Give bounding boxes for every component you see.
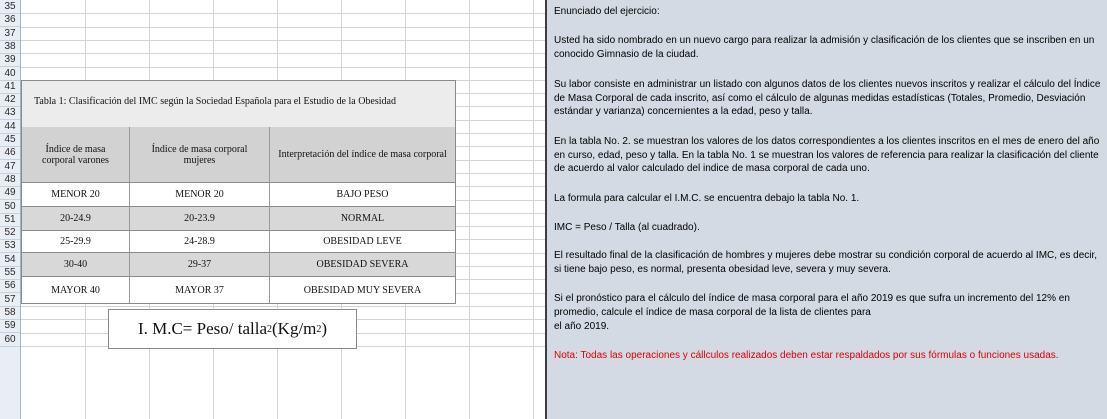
row-number[interactable]: 46 [0,147,20,160]
column-gridline [469,0,470,419]
row-number[interactable]: 57 [0,294,20,307]
paragraph-6: El resultado final de la clasificación de hombres y mujeres debe mostrar su condición corporal de acuerdo al IMC, es decir, si tiene bajo peso, es normal, presenta obesidad leve, severa y muy severa. [554,250,1098,275]
table-cell: 25-29.9 [22,231,130,253]
row-number[interactable]: 49 [0,187,20,200]
paragraph-1: Usted ha sido nombrado en un nuevo cargo para realizar la admisión y clasificación de los clientes que se inscriben en un conocido Gimnasio de la ciudad. [554,35,1095,60]
row-number[interactable]: 44 [0,121,20,134]
table-cell: NORMAL [270,207,455,231]
row-number[interactable]: 35 [0,1,20,14]
note-text: Nota: Todas las operaciones y cállculos realizados deben estar respaldados por sus fórmulas o funciones usadas. [554,350,1059,361]
table-caption-bar [22,81,455,128]
row-number[interactable]: 50 [0,201,20,214]
row-number[interactable]: 39 [0,54,20,67]
paragraph-7-end: el año 2019. [554,321,610,332]
table-cell: MENOR 20 [22,183,130,207]
spreadsheet-area[interactable] [0,0,545,419]
row-gridline [21,306,545,307]
row-gridline [21,27,545,28]
table-cell: MENOR 20 [130,183,270,207]
row-number[interactable]: 52 [0,227,20,240]
paragraph-7: Si el pronóstico para el cálculo del índice de masa corporal para el año 2019 es que sufra un incremento del 12% en promedio, calcule el índice de masa corporal de la lista de clientes para [554,293,1070,318]
row-gridline [21,53,545,54]
row-number[interactable]: 56 [0,280,20,293]
row-number[interactable]: 43 [0,107,20,120]
row-number[interactable]: 36 [0,14,20,27]
header-men: Índice de masa corporal varones [22,127,130,183]
row-number[interactable]: 38 [0,41,20,54]
header-women: Índice de masa corporal mujeres [130,127,270,183]
imc-classification-table-image[interactable] [21,80,456,304]
paragraph-5: IMC = Peso / Talla (al cuadrado). [554,222,700,233]
instructions-title: Enunciado del ejercicio: [554,6,660,17]
paragraph-2: Su labor consiste en administrar un listado con algunos datos de los clientes nuevos inscritos y realizar el cálculo del Índice de Masa Corporal de cada inscrito, así como el cálculo de algunas medidas estadísticas (Totales, Promedio, Desviación estándar y varianza) concernientes a la edad, peso y talla. [554,79,1101,118]
row-number[interactable]: 58 [0,307,20,320]
row-number[interactable]: 37 [0,28,20,41]
header-interpretation: Interpretación del índice de masa corporal [270,127,455,183]
formula-left: I. M.C= Peso/ talla [137,319,267,338]
row-number[interactable]: 40 [0,68,20,81]
table-cell: 24-28.9 [130,231,270,253]
imc-formula-box[interactable] [108,309,357,349]
formula-unit: (Kg/m [272,319,317,338]
column-gridline [533,0,534,419]
table-cell: OBESIDAD MUY SEVERA [270,277,455,303]
formula-exponent-1: 2 [267,323,272,335]
row-number[interactable]: 60 [0,334,20,347]
row-number[interactable]: 54 [0,254,20,267]
row-number[interactable]: 42 [0,94,20,107]
table-cell: OBESIDAD LEVE [270,231,455,253]
formula-exponent-2: 2 [316,323,322,335]
table-cell: OBESIDAD SEVERA [270,253,455,277]
row-number[interactable]: 55 [0,267,20,280]
table-cell: 20-24.9 [22,207,130,231]
row-gridline [21,40,545,41]
table-cell: 30-40 [22,253,130,277]
table-cell: 29-37 [130,253,270,277]
row-number[interactable]: 45 [0,134,20,147]
row-number[interactable]: 47 [0,161,20,174]
table-cell: MAYOR 37 [130,277,270,303]
row-number[interactable]: 41 [0,81,20,94]
row-number[interactable]: 51 [0,214,20,227]
row-header-column[interactable] [0,0,21,419]
paragraph-4: La formula para calcular el I.M.C. se encuentra debajo la tabla No. 1. [554,193,860,204]
row-number[interactable]: 59 [0,320,20,333]
formula-close: ) [321,319,328,338]
table-caption: Tabla 1: Clasificación del IMC según la Sociedad Española para el Estudio de la Obesidad [34,96,396,107]
row-gridline [21,67,545,68]
table-cell: 20-23.9 [130,207,270,231]
row-number[interactable]: 48 [0,174,20,187]
table-cell: MAYOR 40 [22,277,130,303]
instructions-textbox[interactable] [545,0,1107,419]
table-cell: BAJO PESO [270,183,455,207]
row-number[interactable]: 53 [0,240,20,253]
row-gridline [21,13,545,14]
paragraph-3: En la tabla No. 2. se muestran los valores de los datos correspondientes a los clientes inscritos en el mes de enero del año en curso, edad, peso y talla. En la tabla No. 1 se muestran los valores de referencia para realizar la clasificación del cliente de acuerdo al valor calculado del indice de masa corporal de cada uno. [554,136,1100,175]
